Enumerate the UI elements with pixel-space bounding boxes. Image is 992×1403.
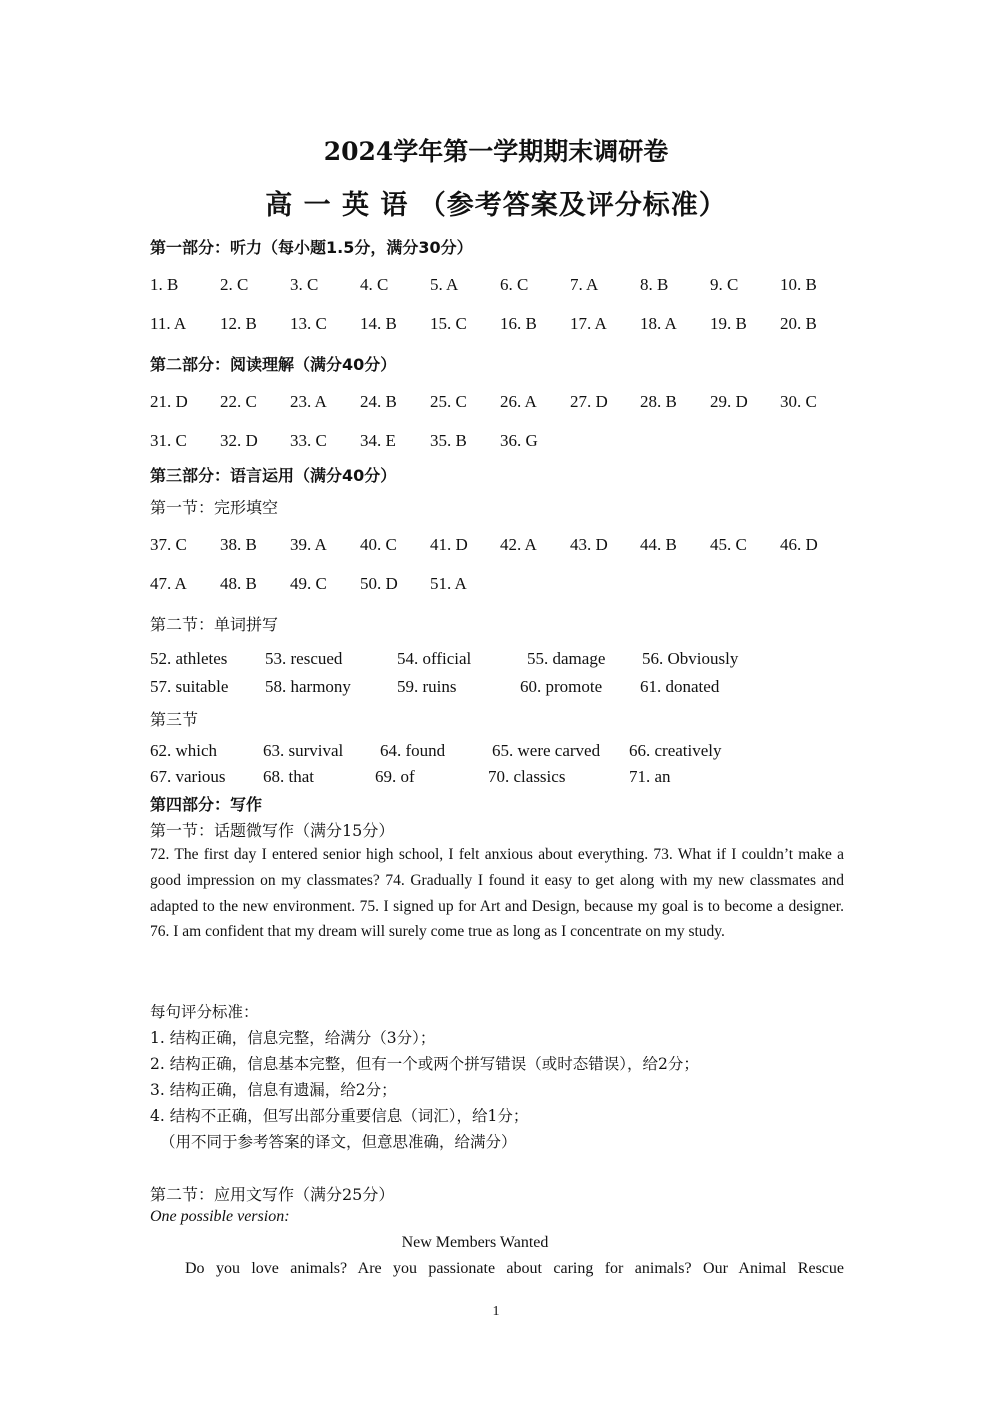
answer-item: 38. B <box>220 535 257 554</box>
answer-item: 4. C <box>360 275 389 294</box>
answer-item: 52. athletes <box>150 649 228 668</box>
answer-item: 24. B <box>360 392 397 411</box>
answer-item: 70. classics <box>488 767 566 786</box>
answer-item: 21. D <box>150 392 188 411</box>
answer-item: 28. B <box>640 392 677 411</box>
answer-item: 17. A <box>570 314 607 333</box>
answer-item: 32. D <box>220 431 258 450</box>
answer-item: 5. A <box>430 275 459 294</box>
page-title: 2024学年第一学期期末调研卷 <box>323 137 669 166</box>
answer-item: 25. C <box>430 392 467 411</box>
version-label: One possible version: <box>150 1208 290 1225</box>
part4-heading: 第四部分：写作 <box>150 795 263 814</box>
answer-item: 67. various <box>150 767 226 786</box>
answer-item: 14. B <box>360 314 397 333</box>
answer-item: 56. Obviously <box>642 649 739 668</box>
answer-item: 34. E <box>360 431 396 450</box>
answer-item: 15. C <box>430 314 467 333</box>
answer-item: 11. A <box>150 314 187 333</box>
section-label: 第一节：话题微写作（满分15分） <box>150 821 395 840</box>
answer-item: 12. B <box>220 314 257 333</box>
answer-item: 10. B <box>780 275 817 294</box>
answer-item: 45. C <box>710 535 747 554</box>
answer-item: 55. damage <box>527 649 606 668</box>
answer-item: 42. A <box>500 535 537 554</box>
answer-item: 50. D <box>360 574 398 593</box>
answer-item: 39. A <box>290 535 327 554</box>
answer-item: 59. ruins <box>397 677 457 696</box>
answer-item: 43. D <box>570 535 608 554</box>
part3-heading: 第三部分：语言运用（满分40分） <box>150 466 397 485</box>
essay-title: New Members Wanted <box>401 1234 549 1251</box>
section-label: 第一节：完形填空 <box>150 498 279 517</box>
criteria-item: 3. 结构正确，信息有遗漏，给2分； <box>150 1081 397 1099</box>
answer-item: 1. B <box>150 275 179 294</box>
answer-item: 49. C <box>290 574 327 593</box>
answer-item: 13. C <box>290 314 327 333</box>
answer-item: 61. donated <box>640 677 720 696</box>
answer-item: 2. C <box>220 275 249 294</box>
criteria-item: 1. 结构正确，信息完整，给满分（3分）； <box>150 1029 436 1047</box>
answer-item: 26. A <box>500 392 537 411</box>
criteria-title: 每句评分标准： <box>150 1003 259 1021</box>
page-subtitle: 高 一 英 语 （参考答案及评分标准） <box>265 190 727 221</box>
part2-heading: 第二部分：阅读理解（满分40分） <box>150 355 397 374</box>
answer-item: 71. an <box>629 767 671 786</box>
answer-item: 41. D <box>430 535 468 554</box>
answer-item: 31. C <box>150 431 187 450</box>
section-label: 第三节 <box>150 710 199 729</box>
answer-item: 7. A <box>570 275 599 294</box>
answer-item: 47. A <box>150 574 187 593</box>
criteria-note: （用不同于参考答案的译文，但意思准确，给满分） <box>160 1133 517 1151</box>
answer-item: 66. creatively <box>629 741 722 760</box>
criteria-item: 2. 结构正确，信息基本完整，但有一个或两个拼写错误（或时态错误），给2分； <box>150 1055 699 1073</box>
answer-item: 60. promote <box>520 677 603 696</box>
answer-item: 27. D <box>570 392 608 411</box>
answer-item: 23. A <box>290 392 327 411</box>
answer-item: 35. B <box>430 431 467 450</box>
answer-item: 20. B <box>780 314 817 333</box>
answer-item: 19. B <box>710 314 747 333</box>
page-number: 1 <box>492 1304 500 1319</box>
answer-item: 53. rescued <box>265 649 343 668</box>
answer-item: 46. D <box>780 535 818 554</box>
answer-item: 63. survival <box>263 741 344 760</box>
section-label: 第二节：单词拼写 <box>150 615 279 634</box>
answer-item: 64. found <box>380 741 446 760</box>
answer-item: 40. C <box>360 535 397 554</box>
answer-item: 44. B <box>640 535 677 554</box>
answer-item: 65. were carved <box>492 741 601 760</box>
answer-item: 30. C <box>780 392 817 411</box>
answer-item: 51. A <box>430 574 467 593</box>
answer-item: 37. C <box>150 535 187 554</box>
answer-item: 48. B <box>220 574 257 593</box>
answer-item: 18. A <box>640 314 677 333</box>
answer-item: 6. C <box>500 275 529 294</box>
answer-item: 29. D <box>710 392 748 411</box>
writing-answer: 72. The first day I entered senior high school, I felt anxious about everything. 73. What if I couldn’t make a good impression on my classmates? 74. Gradually I found it easy to get along with my new classmates and adapted to the new environment. 75. I signed up for Art and Design, because my goal is to become a designer. 76. I am confident that my dream will surely come true as long as I concentrate on my study. <box>150 846 844 941</box>
answer-item: 33. C <box>290 431 327 450</box>
criteria-item: 4. 结构不正确，但写出部分重要信息（词汇），给1分； <box>150 1107 529 1125</box>
answer-item: 68. that <box>263 767 314 786</box>
essay-first-line: Do you love animals? Are you passionate about caring for animals? Our Animal Rescue <box>185 1260 844 1277</box>
answer-item: 8. B <box>640 275 669 294</box>
section-label: 第二节：应用文写作（满分25分） <box>150 1185 395 1204</box>
answer-item: 9. C <box>710 275 739 294</box>
answer-item: 16. B <box>500 314 537 333</box>
answer-item: 62. which <box>150 741 218 760</box>
answer-item: 69. of <box>375 767 415 786</box>
answer-item: 36. G <box>500 431 538 450</box>
answer-item: 3. C <box>290 275 319 294</box>
answer-item: 54. official <box>397 649 472 668</box>
answer-item: 57. suitable <box>150 677 229 696</box>
answer-item: 22. C <box>220 392 257 411</box>
part1-heading: 第一部分：听力（每小题1.5分，满分30分） <box>150 238 473 257</box>
answer-item: 58. harmony <box>265 677 351 696</box>
